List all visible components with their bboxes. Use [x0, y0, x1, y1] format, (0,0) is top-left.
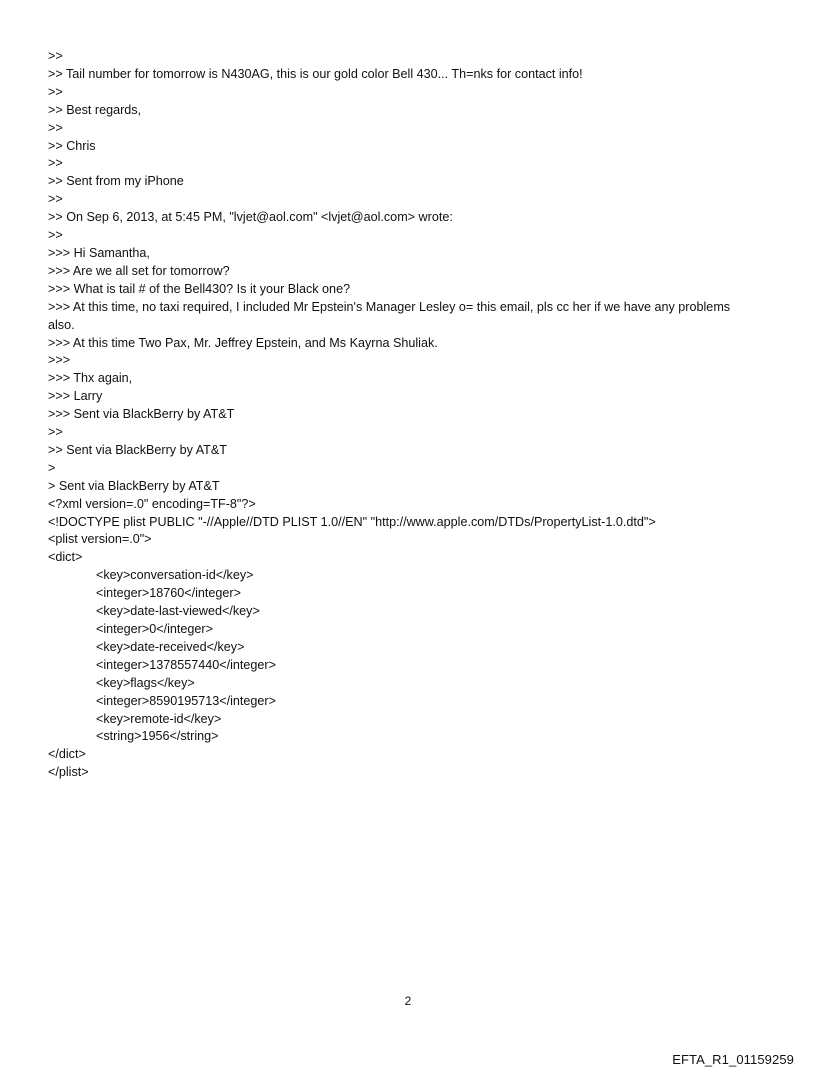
email-line: >>: [48, 84, 63, 99]
plist-entry-line: <integer>1378557440</integer>: [96, 657, 276, 672]
email-line: >> On Sep 6, 2013, at 5:45 PM, "lvjet@aol.com" <lvjet@aol.com> wrote:: [48, 210, 453, 225]
email-line: >>: [48, 192, 63, 207]
plist-header-line: <!DOCTYPE plist PUBLIC "-//Apple//DTD PLIST 1.0//EN" "http://www.apple.com/DTDs/PropertyList-1.0.dtd">: [48, 514, 656, 529]
plist-header-line: <plist version=.0">: [48, 532, 152, 547]
email-line: >>> At this time, no taxi required, I included Mr Epstein's Manager Lesley o= this email, pls cc her if we have any problems also.: [48, 299, 731, 332]
email-line: >> Chris: [48, 138, 96, 153]
email-line: >>: [48, 425, 63, 440]
email-line: >> Best regards,: [48, 102, 142, 117]
plist-header-line: <dict>: [48, 550, 83, 565]
email-line: >>> Larry: [48, 389, 103, 404]
plist-entry-line: <string>1956</string>: [96, 729, 219, 744]
plist-header-line: <?xml version=.0" encoding=TF-8"?>: [48, 496, 256, 511]
plist-entry-line: <integer>18760</integer>: [96, 586, 241, 601]
email-line: >>: [48, 156, 63, 171]
email-line: >>> At this time Two Pax, Mr. Jeffrey Epstein, and Ms Kayrna Shuliak.: [48, 335, 438, 350]
plist-entry-line: <key>date-received</key>: [96, 639, 245, 654]
email-line: >>> What is tail # of the Bell430? Is it your Black one?: [48, 281, 351, 296]
plist-entry-line: <key>date-last-viewed</key>: [96, 604, 260, 619]
email-line: >> Sent via BlackBerry by AT&T: [48, 442, 227, 457]
email-line: >>: [48, 49, 63, 63]
email-line: > Sent via BlackBerry by AT&T: [48, 478, 220, 493]
email-line: >>>: [48, 353, 71, 368]
email-line: >> Tail number for tomorrow is N430AG, this is our gold color Bell 430... Th=nks for contact info!: [48, 66, 583, 81]
plist-entry-line: <key>flags</key>: [96, 675, 195, 690]
email-line: >: [48, 460, 56, 475]
plist-footer-line: </dict>: [48, 747, 86, 762]
plist-block: [48, 496, 748, 783]
email-line: >>> Sent via BlackBerry by AT&T: [48, 407, 235, 422]
page-number: 2: [404, 994, 412, 1008]
email-quote-block: [48, 48, 748, 496]
email-line: >>> Thx again,: [48, 371, 133, 386]
document-id: EFTA_R1_01159259: [672, 1052, 794, 1067]
email-line: >>: [48, 228, 63, 243]
email-line: >>> Are we all set for tomorrow?: [48, 263, 230, 278]
plist-entry-line: <key>conversation-id</key>: [96, 568, 254, 583]
plist-footer-line: </plist>: [48, 765, 89, 780]
plist-entry-line: <integer>8590195713</integer>: [96, 693, 276, 708]
document-body: [48, 48, 748, 782]
email-line: >>> Hi Samantha,: [48, 245, 150, 260]
email-line: >>: [48, 120, 63, 135]
email-line: >> Sent from my iPhone: [48, 174, 184, 189]
plist-entry-line: <integer>0</integer>: [96, 622, 213, 636]
plist-entry-line: <key>remote-id</key>: [96, 711, 222, 726]
